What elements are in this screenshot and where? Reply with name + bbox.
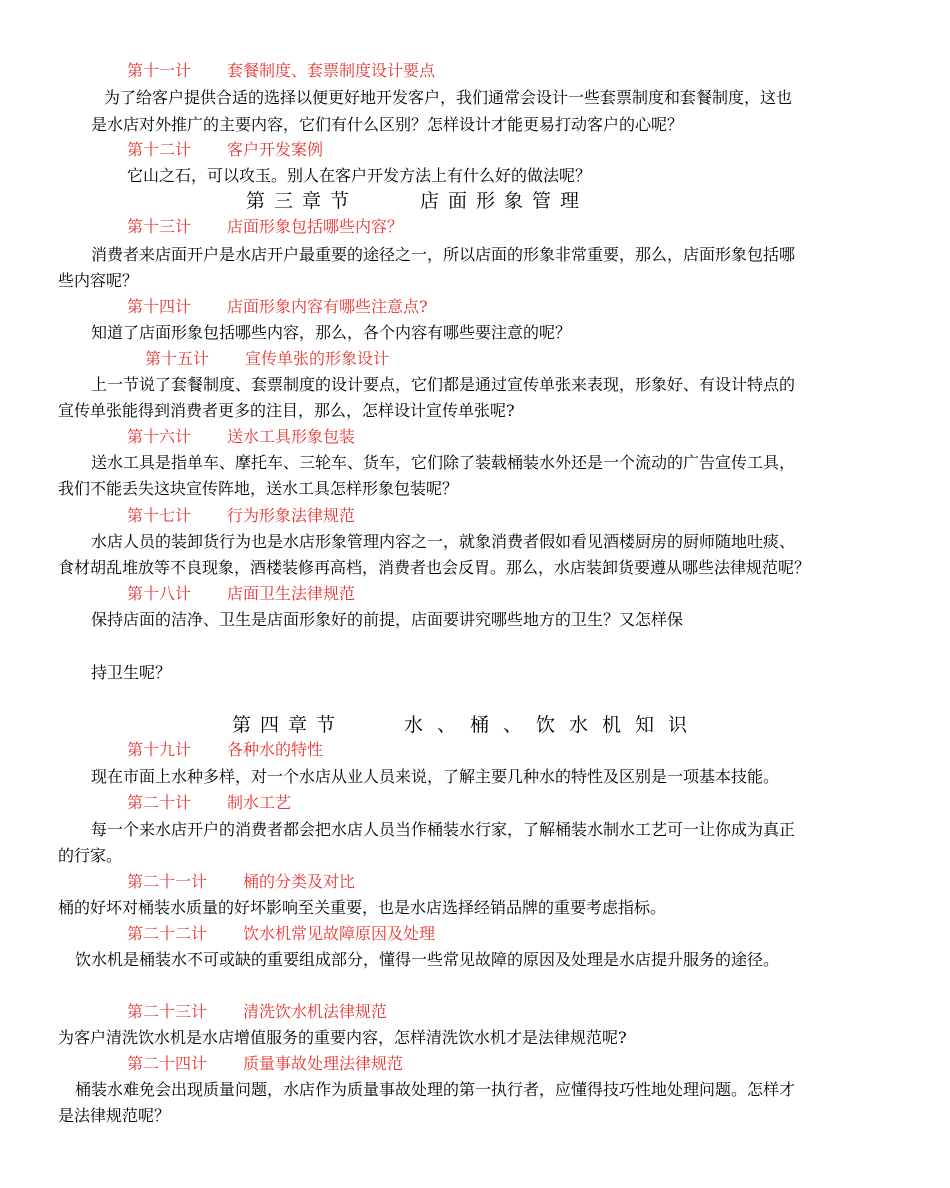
section-number: 第十九计: [127, 740, 192, 759]
section-title: 客户开发案例: [227, 140, 324, 159]
section-heading: [127, 138, 323, 162]
chapter-number: 第四章节: [232, 714, 345, 736]
section-heading: [127, 870, 355, 894]
paragraph-line: 的行家。: [58, 846, 123, 865]
section-title: 清洗饮水机法律规范: [243, 1002, 388, 1021]
paragraph-line: 送水工具是指单车、摩托车、三轮车、货车，它们除了装载桶装水外还是一个流动的广告宣传工具，: [91, 453, 796, 472]
paragraph-line: 为客户清洗饮水机是水店增值服务的重要内容，怎样清洗饮水机才是法律规范呢?: [58, 1028, 627, 1047]
section-heading: [127, 1052, 403, 1076]
section-heading: [127, 791, 291, 815]
paragraph-line: 是法律规范呢？: [58, 1106, 171, 1125]
paragraph-line: 知道了店面形象包括哪些内容，那么，各个内容有哪些要注意的呢？: [91, 323, 572, 342]
section-title: 质量事故处理法律规范: [243, 1054, 404, 1073]
section-number: 第十四计: [127, 297, 192, 316]
paragraph-line: 它山之石，可以攻玉。别人在客户开发方法上有什么好的做法呢？: [127, 166, 592, 185]
section-title: 行为形象法律规范: [227, 506, 356, 525]
paragraph-line: 饮水机是桶装水不可或缺的重要组成部分，懂得一些常见故障的原因及处理是水店提升服务的途径。: [75, 950, 780, 969]
section-number: 第二十三计: [127, 1002, 208, 1021]
chapter-title: 水、桶、饮水机知识: [404, 714, 702, 736]
paragraph-line: 水店人员的装卸货行为也是水店形象管理内容之一，就象消费者假如看见酒楼厨房的厨师随地吐痰、: [91, 532, 796, 551]
section-title: 店面卫生法律规范: [227, 584, 356, 603]
paragraph-line: 桶的好坏对桶装水质量的好坏影响至关重要，也是水店选择经销品牌的重要考虑指标。: [58, 898, 667, 917]
section-title: 店面形象包括哪些内容？: [227, 217, 404, 236]
section-heading: [127, 922, 435, 946]
section-title: 桶的分类及对比: [243, 872, 356, 891]
paragraph-line: 是水店对外推广的主要内容，它们有什么区别？怎样设计才能更易打动客户的心呢？: [91, 115, 684, 134]
section-title: 各种水的特性: [227, 740, 324, 759]
chapter-title: 店面形象管理: [420, 190, 589, 212]
paragraph-line: 保持店面的洁净、卫生是店面形象好的前提，店面要讲究哪些地方的卫生？又怎样保: [91, 610, 684, 629]
section-number: 第十八计: [127, 584, 192, 603]
section-number: 第二十二计: [127, 924, 208, 943]
section-title: 套餐制度、套票制度设计要点: [227, 61, 436, 80]
paragraph-line: 我们不能丢失这块宣传阵地，送水工具怎样形象包装呢？: [58, 479, 459, 498]
section-heading: [127, 1000, 387, 1024]
section-heading: [127, 738, 323, 762]
paragraph-line: 宣传单张能得到消费者更多的注目，那么，怎样设计宣传单张呢?: [58, 401, 515, 420]
section-number: 第十七计: [127, 506, 192, 525]
section-number: 第二十计: [127, 793, 192, 812]
section-number: 第十五计: [145, 349, 210, 368]
chapter-heading: [232, 712, 701, 738]
paragraph-line: 为了给客户提供合适的选择以便更好地开发客户，我们通常会设计一些套票制度和套餐制度，这也: [104, 88, 793, 107]
section-title: 店面形象内容有哪些注意点?: [227, 297, 428, 316]
section-number: 第十三计: [127, 217, 192, 236]
section-heading: [127, 215, 403, 239]
section-heading: [127, 59, 435, 83]
section-title: 送水工具形象包装: [227, 427, 356, 446]
chapter-number: 第三章节: [246, 190, 359, 212]
paragraph-line: 每一个来水店开户的消费者都会把水店人员当作桶装水行家，了解桶装水制水工艺可一让你成为真正: [91, 820, 796, 839]
paragraph-line: 食材胡乱堆放等不良现象，酒楼装修再高档，消费者也会反胃。那么，水店装卸货要遵从哪些法律规范呢？: [58, 558, 811, 577]
section-title: 宣传单张的形象设计: [245, 349, 390, 368]
paragraph-line: 持卫生呢？: [91, 663, 172, 682]
section-title: 制水工艺: [227, 793, 292, 812]
section-heading: [127, 504, 355, 528]
paragraph-line: 现在市面上水种多样，对一个水店从业人员来说，了解主要几种水的特性及区别是一项基本技能。: [91, 767, 780, 786]
section-title: 饮水机常见故障原因及处理: [243, 924, 436, 943]
section-number: 第二十一计: [127, 872, 208, 891]
section-number: 第十二计: [127, 140, 192, 159]
section-number: 第十一计: [127, 61, 192, 80]
section-number: 第二十四计: [127, 1054, 208, 1073]
section-heading: [145, 347, 389, 371]
section-heading: [127, 582, 355, 606]
paragraph-line: 桶装水难免会出现质量问题，水店作为质量事故处理的第一执行者，应懂得技巧性地处理问题。怎样才: [75, 1080, 796, 1099]
section-heading: [127, 425, 355, 449]
chapter-heading: [246, 188, 588, 214]
section-number: 第十六计: [127, 427, 192, 446]
section-heading: [127, 295, 428, 319]
paragraph-line: 些内容呢？: [58, 271, 139, 290]
paragraph-line: 上一节说了套餐制度、套票制度的设计要点，它们都是通过宣传单张来表现，形象好、有设计特点的: [91, 375, 796, 394]
paragraph-line: 消费者来店面开户是水店开户最重要的途径之一，所以店面的形象非常重要，那么，店面形象包括哪: [91, 245, 796, 264]
